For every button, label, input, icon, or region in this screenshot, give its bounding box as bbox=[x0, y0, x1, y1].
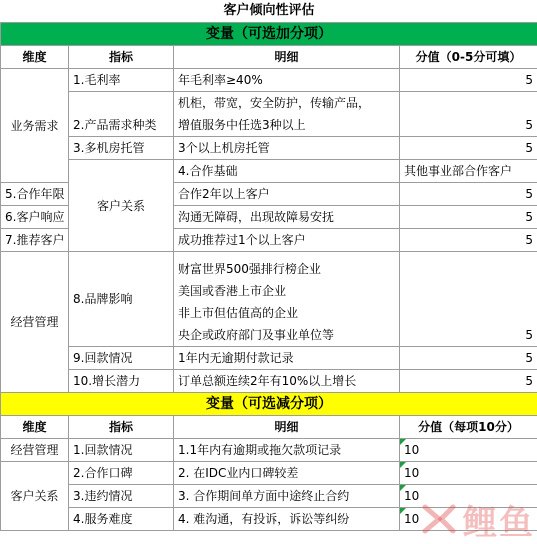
detail-cell: 合作2年以上客户 bbox=[174, 183, 400, 206]
detail-cell: 3. 合作期间单方面中途终止合约 bbox=[174, 485, 400, 508]
score-cell: 5 bbox=[400, 252, 537, 347]
indicator-cell: 3.多机房托管 bbox=[69, 137, 174, 160]
table-row bbox=[1, 485, 537, 508]
table-row bbox=[1, 508, 537, 531]
title-row bbox=[1, 0, 537, 23]
score-value: 10 bbox=[404, 489, 420, 503]
detail-cell: 2. 在IDC业内口碑较差 bbox=[174, 462, 400, 485]
score-value: 10 bbox=[404, 443, 420, 457]
detail-cell: 其他事业部合作客户 bbox=[400, 160, 537, 183]
score-cell: 5 bbox=[400, 206, 537, 229]
detail-cell: 订单总额连续2年有10%以上增长 bbox=[174, 370, 400, 393]
indicator-cell: 5.合作年限 bbox=[1, 183, 69, 206]
detail-cell: 4. 难沟通，有投诉，诉讼等纠纷 bbox=[174, 508, 400, 531]
score-value: 10 bbox=[404, 466, 420, 480]
score-cell: 5 bbox=[400, 69, 537, 92]
detail-cell: 成功推荐过1个以上客户 bbox=[174, 229, 400, 252]
header-score: 分值（每项10分） bbox=[400, 416, 537, 439]
detail-line: 央企或政府部门及事业单位等 bbox=[178, 328, 335, 342]
dimension-cell: 客户关系 bbox=[69, 160, 174, 252]
header-dimension: 维度 bbox=[1, 416, 69, 439]
table-row bbox=[1, 69, 537, 92]
detail-cell: 年毛利率≥40% bbox=[174, 69, 400, 92]
sheet-title: 客户倾向性评估 bbox=[223, 3, 315, 18]
detail-line: 财富世界500强排行榜企业 bbox=[178, 262, 321, 276]
table-row bbox=[1, 252, 537, 347]
header-dimension: 维度 bbox=[1, 46, 69, 69]
score-cell: 5 bbox=[400, 370, 537, 393]
score-cell: 5 bbox=[400, 137, 537, 160]
detail-line: 机柜，带宽，安全防护，传输产品， bbox=[178, 96, 371, 110]
detail-line: 非上市但估值高的企业 bbox=[178, 306, 299, 320]
header-score: 分值（0-5分可填） bbox=[400, 46, 537, 69]
indicator-cell: 9.回款情况 bbox=[69, 347, 174, 370]
error-indicator-icon bbox=[400, 439, 406, 445]
header-detail: 明细 bbox=[174, 46, 400, 69]
detail-cell bbox=[174, 92, 400, 137]
detail-line: 美国或香港上市企业 bbox=[178, 284, 287, 298]
table-row bbox=[1, 160, 537, 183]
add-header-row bbox=[1, 46, 537, 69]
detail-cell: 1年内无逾期付款记录 bbox=[174, 347, 400, 370]
table-row bbox=[1, 137, 537, 160]
add-section-title: 变量（可选加分项） bbox=[1, 23, 537, 46]
indicator-cell: 1.毛利率 bbox=[69, 69, 174, 92]
sub-section-title: 变量（可选减分项） bbox=[1, 393, 537, 416]
indicator-cell: 1.回款情况 bbox=[69, 439, 174, 462]
header-detail: 明细 bbox=[174, 416, 400, 439]
indicator-cell: 10.增长潜力 bbox=[69, 370, 174, 393]
detail-cell: 3个以上机房托管 bbox=[174, 137, 400, 160]
watermark-text: 鲤鱼 bbox=[463, 502, 535, 543]
detail-cell bbox=[174, 252, 400, 347]
indicator-cell: 4.合作基础 bbox=[174, 160, 400, 183]
table-row bbox=[1, 439, 537, 462]
header-indicator: 指标 bbox=[69, 46, 174, 69]
score-value: 10 bbox=[404, 512, 420, 526]
error-indicator-icon bbox=[400, 508, 406, 514]
sub-header-row bbox=[1, 416, 537, 439]
sub-section-band bbox=[1, 393, 537, 416]
score-cell: 5 bbox=[400, 229, 537, 252]
header-indicator: 指标 bbox=[69, 416, 174, 439]
detail-line: 增值服务中任选3种以上 bbox=[178, 118, 306, 132]
indicator-cell: 3.违约情况 bbox=[69, 485, 174, 508]
indicator-cell: 2.产品需求种类 bbox=[69, 92, 174, 137]
indicator-cell: 6.客户响应 bbox=[1, 206, 69, 229]
indicator-cell: 7.推荐客户 bbox=[1, 229, 69, 252]
dimension-cell: 客户关系 bbox=[1, 462, 69, 531]
score-cell bbox=[400, 508, 537, 531]
dimension-cell: 经营管理 bbox=[1, 252, 69, 393]
indicator-cell: 4.服务难度 bbox=[69, 508, 174, 531]
score-cell bbox=[400, 462, 537, 485]
error-indicator-icon bbox=[400, 485, 406, 491]
dimension-cell: 业务需求 bbox=[1, 69, 69, 183]
indicator-cell: 8.品牌影响 bbox=[69, 252, 174, 347]
indicator-cell: 2.合作口碑 bbox=[69, 462, 174, 485]
score-cell bbox=[400, 439, 537, 462]
detail-cell: 1.1年内有逾期或拖欠款项记录 bbox=[174, 439, 400, 462]
detail-cell: 沟通无障碍，出现故障易安抚 bbox=[174, 206, 400, 229]
table-row bbox=[1, 462, 537, 485]
table-row bbox=[1, 347, 537, 370]
score-cell bbox=[400, 485, 537, 508]
score-cell: 5 bbox=[400, 347, 537, 370]
table-row bbox=[1, 92, 537, 137]
score-cell: 5 bbox=[400, 92, 537, 137]
error-indicator-icon bbox=[400, 462, 406, 468]
score-cell: 5 bbox=[400, 183, 537, 206]
dimension-cell: 经营管理 bbox=[1, 439, 69, 462]
add-section-band bbox=[1, 23, 537, 46]
table-row bbox=[1, 370, 537, 393]
